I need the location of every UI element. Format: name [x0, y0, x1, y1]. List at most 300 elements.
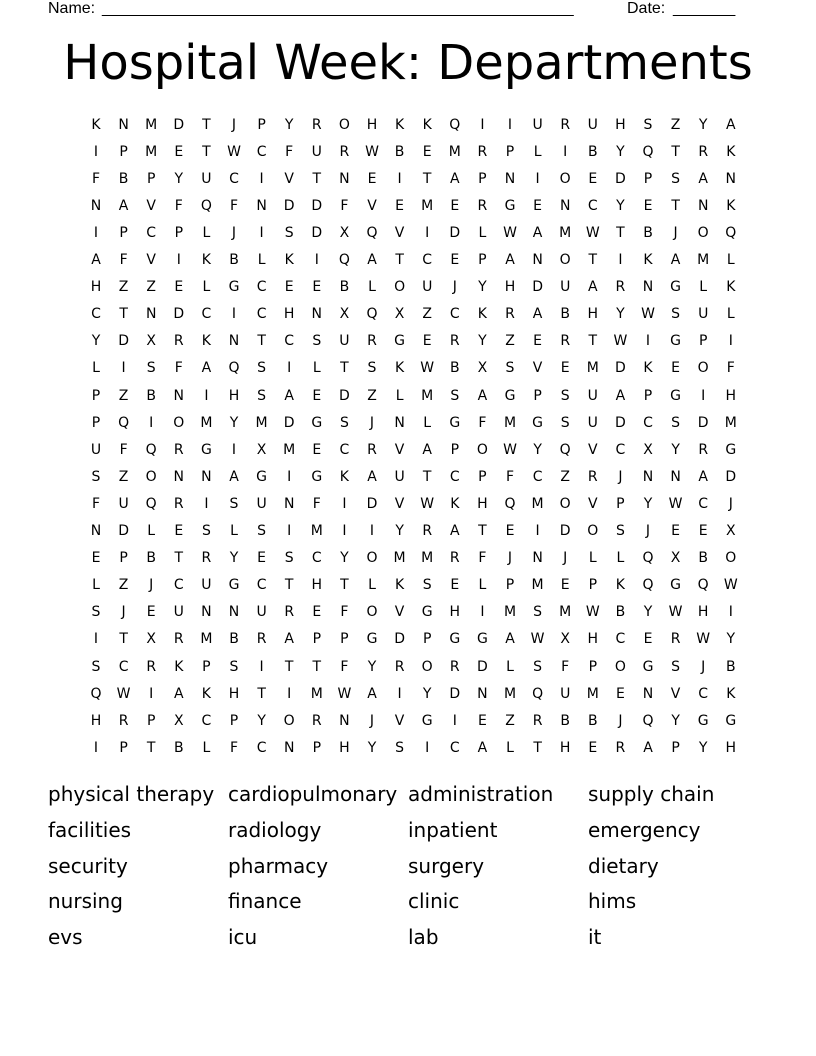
- grid-letter[interactable]: I: [287, 685, 292, 702]
- grid-letter[interactable]: G: [532, 414, 544, 431]
- grid-letter[interactable]: R: [339, 143, 350, 160]
- grid-letter[interactable]: C: [173, 577, 184, 594]
- grid-letter[interactable]: L: [478, 577, 487, 594]
- grid-letter[interactable]: S: [671, 306, 681, 323]
- grid-letter[interactable]: W: [116, 685, 131, 702]
- grid-letter[interactable]: L: [588, 550, 597, 567]
- grid-letter[interactable]: B: [394, 143, 405, 160]
- grid-letter[interactable]: U: [394, 468, 405, 485]
- grid-letter[interactable]: Q: [642, 550, 654, 567]
- grid-letter[interactable]: M: [393, 550, 406, 567]
- grid-letter[interactable]: H: [366, 116, 378, 133]
- grid-letter[interactable]: M: [586, 360, 599, 377]
- grid-letter[interactable]: G: [421, 712, 433, 729]
- grid-letter[interactable]: R: [560, 116, 571, 133]
- grid-letter[interactable]: G: [228, 577, 240, 594]
- grid-letter[interactable]: N: [228, 604, 240, 621]
- grid-letter[interactable]: P: [257, 116, 266, 133]
- grid-letter[interactable]: F: [119, 252, 128, 268]
- grid-letter[interactable]: E: [312, 441, 322, 458]
- grid-letter[interactable]: A: [284, 387, 294, 404]
- grid-letter[interactable]: T: [340, 577, 349, 594]
- grid-letter[interactable]: N: [642, 468, 654, 485]
- grid-letter[interactable]: T: [312, 658, 322, 675]
- grid-letter[interactable]: A: [367, 685, 377, 702]
- grid-letter[interactable]: E: [588, 170, 598, 187]
- grid-letter[interactable]: I: [507, 116, 513, 133]
- grid-letter[interactable]: M: [724, 414, 737, 431]
- grid-letter[interactable]: B: [449, 360, 460, 377]
- grid-letter[interactable]: J: [231, 116, 237, 133]
- grid-letter[interactable]: N: [394, 414, 405, 431]
- grid-letter[interactable]: C: [146, 224, 157, 241]
- grid-letter[interactable]: K: [726, 197, 736, 214]
- grid-letter[interactable]: J: [701, 658, 706, 675]
- grid-letter[interactable]: C: [698, 685, 709, 702]
- grid-letter[interactable]: T: [119, 306, 128, 323]
- grid-letter[interactable]: D: [477, 658, 488, 675]
- grid-letter[interactable]: F: [478, 414, 487, 431]
- grid-letter[interactable]: P: [174, 224, 184, 241]
- grid-letter[interactable]: R: [394, 658, 405, 675]
- grid-letter[interactable]: I: [231, 441, 237, 458]
- grid-letter[interactable]: Q: [559, 441, 571, 458]
- grid-letter[interactable]: O: [559, 495, 571, 512]
- grid-letter[interactable]: T: [588, 333, 598, 350]
- grid-letter[interactable]: F: [91, 495, 101, 512]
- grid-letter[interactable]: D: [697, 414, 709, 431]
- grid-letter[interactable]: S: [257, 387, 267, 404]
- grid-letter[interactable]: Y: [698, 739, 708, 756]
- grid-letter[interactable]: A: [367, 468, 377, 485]
- grid-letter[interactable]: U: [560, 685, 571, 702]
- grid-letter[interactable]: R: [173, 631, 184, 648]
- grid-letter[interactable]: T: [671, 143, 680, 160]
- grid-letter[interactable]: H: [283, 306, 295, 323]
- grid-letter[interactable]: Q: [697, 577, 709, 594]
- grid-letter[interactable]: Y: [616, 197, 625, 214]
- grid-letter[interactable]: Q: [145, 495, 157, 512]
- grid-letter[interactable]: K: [450, 495, 460, 512]
- grid-letter[interactable]: P: [588, 577, 598, 594]
- grid-letter[interactable]: W: [696, 631, 711, 648]
- grid-letter[interactable]: W: [420, 360, 435, 377]
- grid-letter[interactable]: O: [587, 523, 599, 539]
- grid-letter[interactable]: F: [340, 658, 349, 675]
- grid-letter[interactable]: Y: [340, 550, 349, 567]
- grid-letter[interactable]: S: [643, 116, 653, 133]
- grid-letter[interactable]: R: [477, 143, 488, 160]
- grid-letter[interactable]: M: [503, 604, 517, 621]
- grid-letter[interactable]: J: [231, 224, 237, 241]
- grid-letter[interactable]: H: [449, 604, 461, 621]
- grid-letter[interactable]: X: [726, 523, 736, 539]
- grid-letter[interactable]: D: [725, 468, 737, 485]
- grid-letter[interactable]: R: [477, 197, 488, 214]
- grid-letter[interactable]: C: [284, 333, 295, 350]
- grid-letter[interactable]: N: [559, 197, 571, 214]
- grid-letter[interactable]: R: [670, 631, 681, 648]
- grid-letter[interactable]: T: [312, 170, 322, 187]
- grid-letter[interactable]: Q: [366, 224, 378, 241]
- grid-letter[interactable]: A: [670, 252, 681, 268]
- grid-letter[interactable]: L: [92, 360, 100, 377]
- grid-letter[interactable]: F: [119, 441, 128, 458]
- grid-letter[interactable]: D: [118, 333, 129, 350]
- grid-letter[interactable]: C: [615, 441, 626, 458]
- grid-letter[interactable]: F: [174, 360, 183, 377]
- grid-letter[interactable]: H: [228, 685, 240, 702]
- grid-letter[interactable]: I: [259, 224, 264, 241]
- grid-letter[interactable]: C: [201, 306, 212, 323]
- grid-letter[interactable]: R: [118, 712, 129, 729]
- grid-letter[interactable]: P: [91, 387, 101, 404]
- grid-letter[interactable]: A: [229, 468, 239, 485]
- grid-letter[interactable]: E: [533, 333, 543, 350]
- grid-letter[interactable]: A: [532, 306, 543, 323]
- grid-letter[interactable]: D: [532, 279, 543, 296]
- grid-letter[interactable]: V: [367, 197, 377, 214]
- grid-letter[interactable]: C: [587, 197, 598, 214]
- grid-letter[interactable]: I: [149, 414, 154, 431]
- grid-letter[interactable]: P: [643, 387, 653, 404]
- grid-letter[interactable]: L: [478, 224, 487, 241]
- grid-letter[interactable]: O: [366, 550, 378, 567]
- grid-letter[interactable]: M: [559, 224, 572, 241]
- grid-letter[interactable]: E: [698, 523, 708, 539]
- grid-letter[interactable]: X: [174, 712, 184, 729]
- grid-letter[interactable]: B: [118, 170, 129, 187]
- grid-letter[interactable]: Z: [118, 279, 129, 296]
- grid-letter[interactable]: Q: [725, 224, 737, 241]
- grid-letter[interactable]: T: [257, 333, 266, 350]
- grid-letter[interactable]: D: [118, 523, 129, 539]
- grid-letter[interactable]: K: [422, 116, 432, 133]
- grid-letter[interactable]: V: [284, 170, 294, 187]
- grid-letter[interactable]: A: [505, 631, 515, 648]
- grid-letter[interactable]: B: [173, 739, 184, 756]
- grid-letter[interactable]: P: [91, 414, 101, 431]
- grid-letter[interactable]: L: [202, 224, 211, 241]
- grid-letter[interactable]: G: [200, 441, 212, 458]
- grid-letter[interactable]: E: [533, 197, 543, 214]
- grid-letter[interactable]: Q: [642, 143, 654, 160]
- grid-letter[interactable]: S: [615, 523, 625, 539]
- grid-letter[interactable]: B: [587, 712, 598, 729]
- grid-letter[interactable]: X: [146, 631, 156, 648]
- grid-letter[interactable]: N: [697, 197, 709, 214]
- grid-letter[interactable]: W: [503, 224, 517, 241]
- grid-letter[interactable]: T: [478, 523, 487, 539]
- grid-letter[interactable]: I: [176, 252, 181, 268]
- grid-letter[interactable]: N: [90, 197, 102, 214]
- grid-letter[interactable]: D: [449, 685, 461, 702]
- grid-letter[interactable]: G: [642, 658, 654, 675]
- grid-letter[interactable]: I: [121, 360, 126, 377]
- grid-letter[interactable]: A: [367, 252, 377, 268]
- grid-letter[interactable]: M: [448, 143, 461, 160]
- grid-letter[interactable]: K: [643, 252, 653, 268]
- grid-letter[interactable]: R: [311, 116, 322, 133]
- grid-letter[interactable]: E: [422, 143, 432, 160]
- grid-letter[interactable]: C: [256, 577, 267, 594]
- grid-letter[interactable]: T: [588, 252, 598, 268]
- grid-letter[interactable]: H: [477, 495, 488, 512]
- grid-letter[interactable]: V: [588, 495, 598, 512]
- grid-letter[interactable]: I: [397, 685, 402, 702]
- grid-letter[interactable]: V: [394, 604, 405, 621]
- grid-letter[interactable]: K: [284, 252, 294, 268]
- grid-letter[interactable]: H: [587, 631, 599, 648]
- grid-letter[interactable]: K: [726, 279, 736, 296]
- grid-letter[interactable]: C: [229, 170, 239, 187]
- grid-letter[interactable]: D: [173, 306, 185, 323]
- grid-letter[interactable]: X: [643, 441, 653, 458]
- grid-letter[interactable]: Y: [533, 441, 542, 458]
- grid-letter[interactable]: E: [395, 197, 405, 214]
- grid-letter[interactable]: I: [397, 170, 402, 187]
- grid-letter[interactable]: G: [366, 631, 378, 648]
- grid-letter[interactable]: C: [339, 441, 350, 458]
- grid-letter[interactable]: G: [504, 387, 516, 404]
- grid-letter[interactable]: J: [507, 550, 513, 567]
- grid-letter[interactable]: R: [256, 631, 267, 648]
- grid-letter[interactable]: B: [146, 550, 156, 567]
- grid-letter[interactable]: U: [201, 170, 212, 187]
- grid-letter[interactable]: N: [504, 170, 516, 187]
- grid-letter[interactable]: L: [202, 279, 211, 296]
- grid-letter[interactable]: Q: [338, 252, 350, 268]
- grid-letter[interactable]: Q: [642, 712, 654, 729]
- grid-letter[interactable]: N: [311, 306, 323, 323]
- grid-letter[interactable]: L: [533, 143, 542, 160]
- grid-letter[interactable]: Z: [146, 279, 156, 296]
- grid-letter[interactable]: J: [121, 604, 126, 621]
- grid-letter[interactable]: S: [560, 414, 570, 431]
- grid-letter[interactable]: H: [228, 387, 240, 404]
- grid-letter[interactable]: J: [618, 468, 623, 485]
- grid-letter[interactable]: S: [422, 577, 432, 594]
- grid-letter[interactable]: W: [668, 495, 683, 512]
- grid-letter[interactable]: I: [369, 523, 375, 539]
- grid-letter[interactable]: V: [146, 252, 156, 268]
- grid-letter[interactable]: W: [585, 224, 600, 241]
- grid-letter[interactable]: I: [231, 306, 237, 323]
- grid-letter[interactable]: Q: [145, 441, 157, 458]
- grid-letter[interactable]: Z: [422, 306, 432, 323]
- grid-letter[interactable]: E: [450, 197, 460, 214]
- grid-letter[interactable]: Y: [478, 279, 487, 296]
- grid-letter[interactable]: K: [395, 116, 405, 133]
- grid-letter[interactable]: A: [477, 387, 488, 404]
- grid-letter[interactable]: U: [256, 495, 267, 512]
- grid-letter[interactable]: I: [342, 495, 347, 512]
- grid-letter[interactable]: W: [668, 604, 683, 621]
- grid-letter[interactable]: K: [726, 143, 736, 160]
- grid-letter[interactable]: W: [723, 577, 738, 594]
- grid-letter[interactable]: A: [532, 224, 543, 241]
- grid-letter[interactable]: S: [284, 550, 294, 567]
- grid-letter[interactable]: R: [367, 333, 377, 350]
- grid-letter[interactable]: P: [588, 658, 598, 675]
- grid-letter[interactable]: E: [174, 523, 184, 539]
- grid-letter[interactable]: S: [284, 224, 294, 241]
- grid-letter[interactable]: P: [505, 143, 515, 160]
- grid-letter[interactable]: G: [504, 197, 516, 214]
- grid-letter[interactable]: D: [559, 523, 571, 539]
- grid-letter[interactable]: D: [615, 414, 626, 431]
- grid-letter[interactable]: G: [311, 414, 323, 431]
- grid-letter[interactable]: K: [91, 116, 101, 133]
- grid-letter[interactable]: R: [311, 712, 322, 729]
- grid-letter[interactable]: C: [643, 414, 653, 431]
- grid-letter[interactable]: S: [533, 658, 543, 675]
- grid-letter[interactable]: I: [480, 604, 485, 621]
- grid-letter[interactable]: E: [505, 523, 515, 539]
- grid-letter[interactable]: I: [425, 224, 430, 241]
- grid-letter[interactable]: Q: [118, 414, 130, 431]
- grid-letter[interactable]: H: [725, 387, 737, 404]
- grid-letter[interactable]: F: [340, 197, 349, 214]
- grid-letter[interactable]: B: [560, 712, 570, 729]
- grid-letter[interactable]: N: [145, 306, 157, 323]
- grid-letter[interactable]: D: [283, 414, 295, 431]
- grid-letter[interactable]: S: [367, 360, 377, 377]
- grid-letter[interactable]: U: [560, 279, 571, 296]
- grid-letter[interactable]: R: [422, 523, 433, 539]
- grid-letter[interactable]: O: [725, 550, 737, 567]
- grid-letter[interactable]: S: [505, 360, 515, 377]
- grid-letter[interactable]: L: [423, 414, 432, 431]
- grid-letter[interactable]: D: [366, 495, 378, 512]
- grid-letter[interactable]: F: [174, 197, 183, 214]
- grid-letter[interactable]: H: [90, 712, 102, 729]
- grid-letter[interactable]: J: [728, 495, 733, 512]
- grid-letter[interactable]: L: [312, 360, 321, 377]
- grid-letter[interactable]: K: [477, 306, 487, 323]
- grid-letter[interactable]: C: [118, 658, 129, 675]
- grid-letter[interactable]: M: [310, 523, 323, 539]
- grid-letter[interactable]: U: [173, 604, 184, 621]
- grid-letter[interactable]: N: [725, 170, 737, 187]
- grid-letter[interactable]: Y: [616, 143, 625, 160]
- grid-letter[interactable]: D: [311, 224, 323, 241]
- grid-letter[interactable]: M: [421, 197, 434, 214]
- grid-letter[interactable]: U: [90, 441, 102, 458]
- grid-letter[interactable]: E: [450, 577, 460, 594]
- grid-letter[interactable]: K: [615, 577, 625, 594]
- grid-letter[interactable]: I: [535, 523, 540, 539]
- grid-letter[interactable]: R: [449, 333, 460, 350]
- grid-letter[interactable]: M: [283, 441, 296, 458]
- grid-letter[interactable]: S: [671, 658, 681, 675]
- grid-letter[interactable]: J: [149, 577, 154, 594]
- grid-letter[interactable]: Q: [504, 495, 516, 512]
- grid-letter[interactable]: H: [725, 739, 737, 756]
- grid-letter[interactable]: Z: [505, 333, 515, 350]
- grid-letter[interactable]: L: [506, 658, 514, 675]
- grid-letter[interactable]: R: [173, 495, 184, 512]
- grid-letter[interactable]: U: [587, 387, 598, 404]
- grid-letter[interactable]: U: [118, 495, 129, 512]
- grid-letter[interactable]: E: [560, 577, 570, 594]
- grid-letter[interactable]: T: [202, 143, 211, 160]
- grid-letter[interactable]: E: [671, 523, 681, 539]
- grid-letter[interactable]: V: [588, 441, 598, 458]
- grid-letter[interactable]: U: [587, 116, 598, 133]
- grid-letter[interactable]: C: [449, 468, 460, 485]
- grid-letter[interactable]: A: [588, 279, 598, 296]
- grid-letter[interactable]: Y: [257, 712, 266, 729]
- grid-letter[interactable]: R: [560, 333, 571, 350]
- grid-letter[interactable]: W: [641, 306, 655, 323]
- grid-letter[interactable]: Y: [174, 170, 184, 187]
- grid-letter[interactable]: I: [149, 685, 154, 702]
- grid-letter[interactable]: L: [230, 523, 238, 539]
- grid-letter[interactable]: C: [256, 279, 267, 296]
- grid-letter[interactable]: R: [173, 333, 184, 350]
- grid-letter[interactable]: Q: [200, 197, 212, 214]
- grid-letter[interactable]: E: [91, 550, 101, 567]
- grid-letter[interactable]: S: [257, 360, 267, 377]
- grid-letter[interactable]: M: [586, 685, 599, 702]
- grid-letter[interactable]: O: [559, 252, 571, 268]
- grid-letter[interactable]: C: [698, 495, 709, 512]
- grid-letter[interactable]: G: [476, 631, 488, 648]
- grid-letter[interactable]: A: [726, 116, 736, 133]
- grid-letter[interactable]: D: [394, 631, 405, 648]
- grid-letter[interactable]: N: [201, 468, 212, 485]
- grid-letter[interactable]: I: [93, 224, 99, 241]
- grid-letter[interactable]: R: [698, 143, 709, 160]
- grid-letter[interactable]: L: [616, 550, 625, 567]
- grid-letter[interactable]: E: [450, 252, 460, 268]
- grid-letter[interactable]: P: [478, 170, 487, 187]
- grid-letter[interactable]: V: [394, 712, 405, 729]
- grid-letter[interactable]: I: [314, 252, 319, 268]
- grid-letter[interactable]: Z: [505, 712, 515, 729]
- grid-letter[interactable]: Y: [726, 631, 736, 648]
- grid-letter[interactable]: I: [259, 170, 264, 187]
- grid-letter[interactable]: H: [90, 279, 102, 296]
- grid-letter[interactable]: O: [173, 414, 185, 431]
- grid-letter[interactable]: Y: [698, 116, 708, 133]
- grid-letter[interactable]: T: [119, 631, 128, 648]
- grid-letter[interactable]: S: [91, 658, 101, 675]
- grid-letter[interactable]: X: [560, 631, 570, 648]
- grid-letter[interactable]: U: [311, 143, 322, 160]
- grid-letter[interactable]: N: [283, 495, 295, 512]
- grid-letter[interactable]: G: [449, 414, 461, 431]
- grid-letter[interactable]: G: [670, 333, 682, 350]
- grid-letter[interactable]: Z: [670, 116, 681, 133]
- grid-letter[interactable]: Y: [671, 712, 680, 729]
- grid-letter[interactable]: P: [478, 252, 487, 268]
- grid-letter[interactable]: I: [452, 712, 457, 729]
- grid-letter[interactable]: K: [395, 577, 405, 594]
- grid-letter[interactable]: S: [395, 739, 405, 756]
- grid-letter[interactable]: P: [643, 170, 653, 187]
- grid-letter[interactable]: I: [287, 360, 292, 377]
- grid-letter[interactable]: T: [284, 577, 294, 594]
- grid-letter[interactable]: A: [698, 170, 708, 187]
- grid-letter[interactable]: C: [91, 306, 101, 323]
- grid-letter[interactable]: B: [146, 387, 156, 404]
- grid-letter[interactable]: X: [394, 306, 405, 323]
- grid-letter[interactable]: O: [614, 658, 626, 675]
- grid-letter[interactable]: N: [477, 685, 488, 702]
- grid-letter[interactable]: P: [422, 631, 432, 648]
